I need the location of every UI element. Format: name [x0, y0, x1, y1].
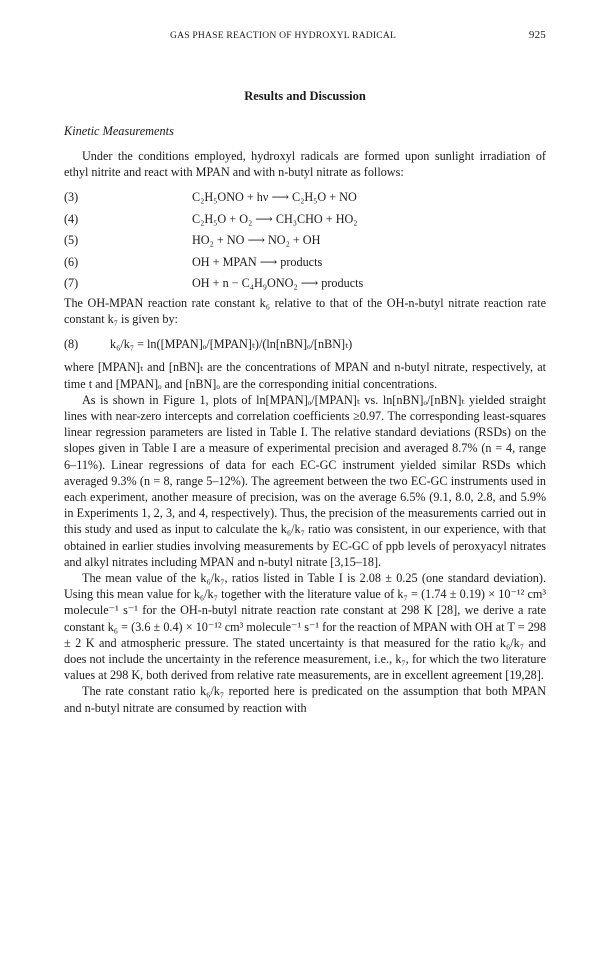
subsection-title: Kinetic Measurements [64, 124, 174, 138]
equation-7 [64, 273, 546, 295]
equation-number: (5) [64, 233, 79, 248]
equation-4 [64, 209, 546, 231]
equation-number: (7) [64, 276, 79, 291]
paragraph-mean-value: The mean value of the k₆/k₇, ratios listed in Table I is 2.08 ± 0.25 (one standard deviation). Using this mean value for k₆/k₇ together with the literature value of k₇ = (1.74 ± 0.19) × 10⁻¹² cm³ molecule⁻¹ s⁻¹ for the OH-n-butyl nitrate reaction rate constant at 298 K [28], we derive a rate constant k₆ = (3.6 ± 0.4) × 10⁻¹² cm³ molecule⁻¹ s⁻¹ for the reaction of MPAN with OH at T = 298 ± 2 K and atmospheric pressure. The stated uncertainty is that measured for the ratio k₆/k₇ and does not include the uncertainty in the reference measurement, i.e., k₇, for which the two literature values at 298 K, both derived from relative rate measurements, are in excellent agreement [19,28]. [64, 570, 546, 683]
paragraph-assumption: The rate constant ratio k₆/k₇ reported here is predicated on the assumption that both MPAN and n-butyl nitrate are consumed by reaction with [64, 684, 546, 715]
paragraph-figure-1: As is shown in Figure 1, plots of ln[MPAN]ₒ/[MPAN]ₜ vs. ln[nBN]ₒ/[nBN]ₜ yielded straight lines with near-zero intercepts and correlation coefficients ≥0.97. The corresponding least-squares linear regression parameters are listed in Table I. The relative standard deviations (RSDs) on the slopes given in Table I are a measure of experimental precision and averaged 8.7% (n = 4, range 6–11%). Linear regressions of data for each EC-GC instrument yielded similar RSDs which averaged 9.3% (n = 8, range 5–12%). The agreement between the two EC-GC instruments used in each experiment, another measure of precision, was on the average 6.5% (9.1, 8.0, 2.8, and 5.9% in Experiments 1, 2, 3, and 4, respectively). Thus, the precision of the measurements carried out in this study and used as input to calculate the k₆/k₇ ratio was consistent, in our experience, with that obtained in earlier studies involving measurements by EC-GC of ppb levels of peroxyacyl nitrates and alkyl nitrates including MPAN and n-butyl nitrate [3,15–18]. [64, 392, 546, 569]
page-number: 925 [528, 29, 546, 41]
equation-number: (6) [64, 254, 79, 269]
reaction-equations [64, 187, 546, 295]
running-head [64, 30, 546, 46]
equation-3 [64, 187, 546, 209]
section-title: Results and Discussion [244, 89, 366, 103]
paragraph-definitions: where [MPAN]ₜ and [nBN]ₜ are the concentrations of MPAN and n-butyl nitrate, respectively, at time t and [MPAN]ₒ and [nBN]ₒ are the corresponding initial concentrations. [64, 360, 546, 391]
equation-number: (4) [64, 211, 79, 226]
paragraph-intro: Under the conditions employed, hydroxyl radicals are formed upon sunlight irradiation of ethyl nitrite and react with MPAN and with n-butyl nitrate as follows: [64, 149, 546, 180]
equation-5 [64, 230, 546, 252]
running-title: GAS PHASE REACTION OF HYDROXYL RADICAL [170, 30, 397, 41]
equation-body: HO₂ + NO ⟶ NO₂ + OH [192, 233, 321, 248]
equation-body: C₂H₅O + O₂ ⟶ CH₃CHO + HO₂ [192, 211, 358, 226]
page [64, 30, 546, 716]
equation-8 [64, 333, 546, 359]
equation-body: OH + n − C₄H₉ONO₂ ⟶ products [192, 276, 364, 291]
paragraph-rate-ratio: The OH-MPAN reaction rate constant k₆ relative to that of the OH-n-butyl nitrate reaction rate constant k₇ is given by: [64, 295, 546, 327]
equation-6 [64, 252, 546, 274]
equation-body: k₆/k₇ = ln([MPAN]ₒ/[MPAN]ₜ)/(ln[nBN]ₒ/[nBN]ₜ) [110, 337, 353, 352]
equation-number: (8) [64, 337, 79, 352]
equation-body: OH + MPAN ⟶ products [192, 254, 323, 269]
equation-body: C₂H₅ONO + hν ⟶ C₂H₅O + NO [192, 190, 357, 205]
equation-number: (3) [64, 190, 79, 205]
